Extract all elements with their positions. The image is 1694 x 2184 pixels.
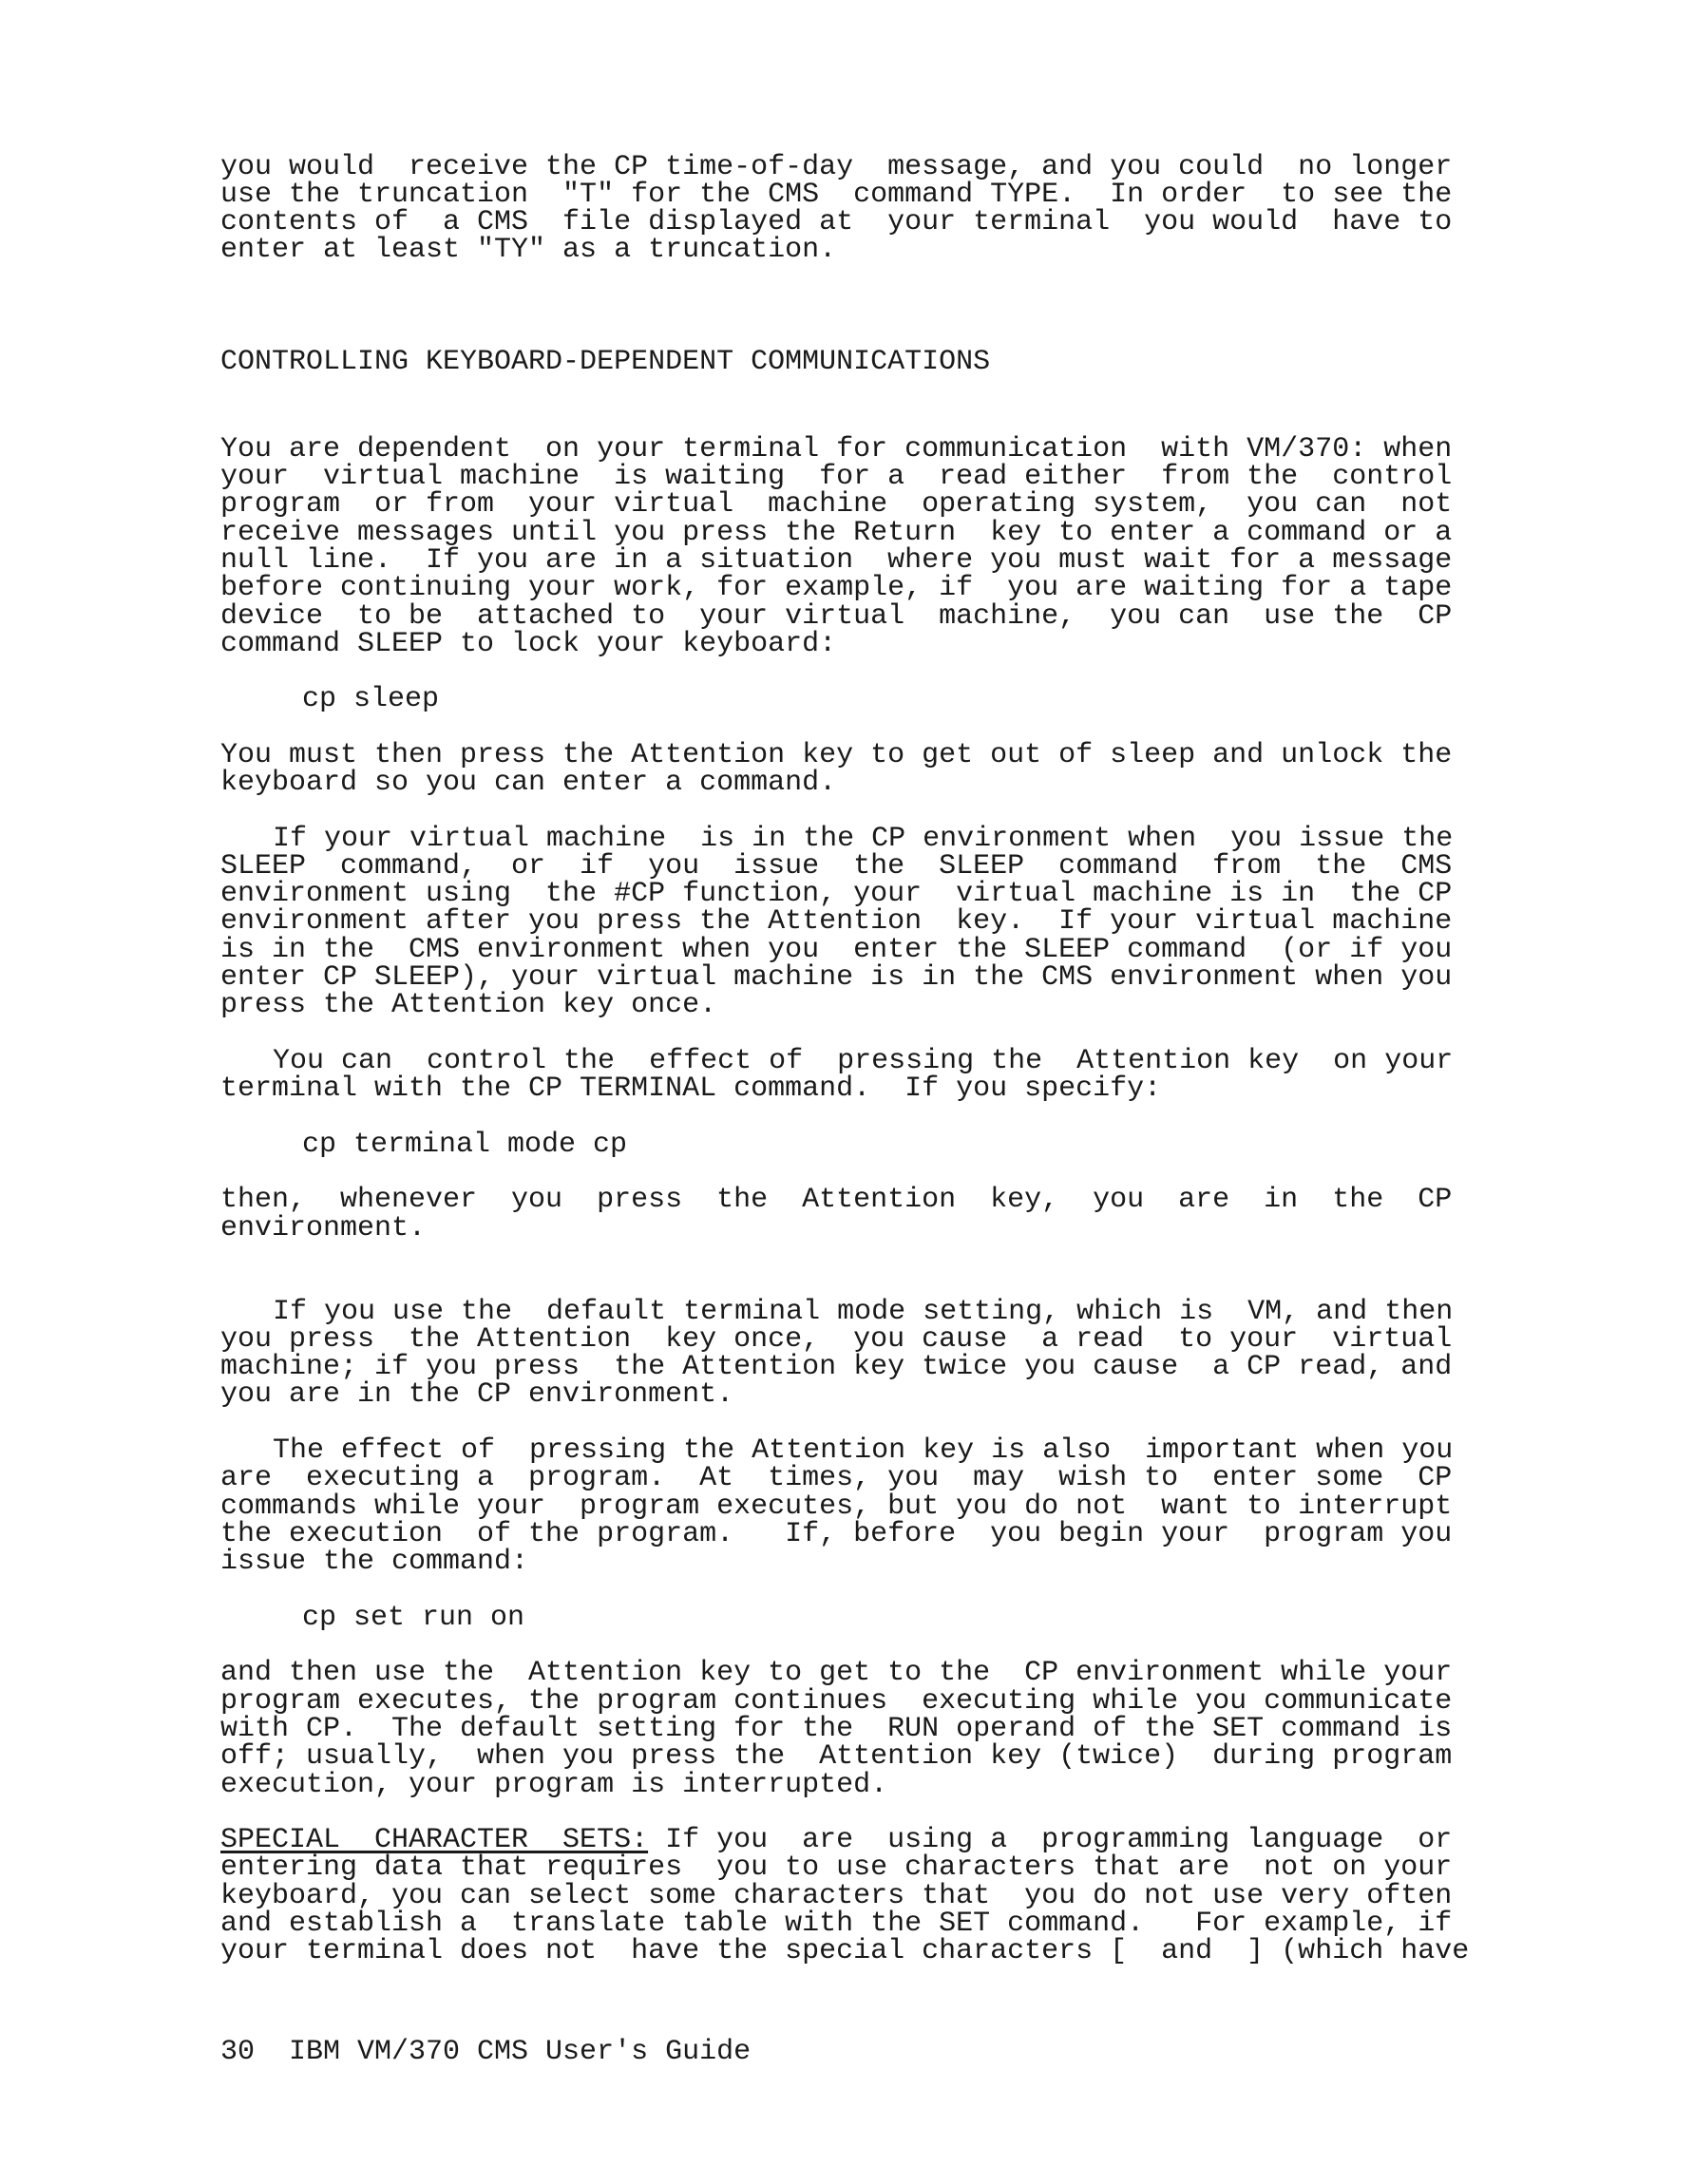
text-line: keyboard so you can enter a command. [220, 767, 837, 799]
text-line: is in the CMS environment when you enter the SLEEP command (or if you [220, 934, 1453, 966]
text-line: are executing a program. At times, you may wish to enter some CP [220, 1462, 1453, 1494]
text-line: receive messages until you press the Return key to enter a command or a [220, 517, 1453, 549]
code-example: cp terminal mode cp [302, 1129, 628, 1161]
page-footer: 30 IBM VM/370 CMS User's Guide [220, 2036, 752, 2068]
text-line: keyboard, you can select some characters that you do not use very often [220, 1880, 1453, 1912]
text-line [220, 1824, 1453, 1856]
text-line: issue the command: [220, 1546, 529, 1578]
text-line: program or from your virtual machine operating system, you can not [220, 488, 1453, 521]
text-line: environment. [220, 1212, 427, 1244]
text-line: before continuing your work, for example, if you are waiting for a tape [220, 572, 1453, 604]
code-example: cp sleep [302, 683, 440, 715]
text-line: your virtual machine is waiting for a read either from the control [220, 461, 1453, 493]
text-line: null line. If you are in a situation where you must wait for a message [220, 544, 1453, 577]
text-line: If your virtual machine is in the CP environment when you issue the [273, 823, 1454, 855]
text-line: commands while your program executes, but you do not want to interrupt [220, 1491, 1453, 1523]
text-line: enter at least "TY" as a truncation. [220, 234, 837, 266]
text-line: The effect of pressing the Attention key is also important when you [273, 1434, 1454, 1467]
text-line: contents of a CMS file displayed at your terminal you would have to [220, 206, 1453, 238]
section-heading: CONTROLLING KEYBOARD-DEPENDENT COMMUNICATIONS [220, 346, 991, 378]
text-line: If you use the default terminal mode setting, which is VM, and then [273, 1296, 1454, 1328]
text-line: then, whenever you press the Attention key, you are in the CP [220, 1184, 1453, 1216]
text-line: machine; if you press the Attention key twice you cause a CP read, and [220, 1351, 1453, 1383]
text-line: the execution of the program. If, before you begin your program you [220, 1518, 1453, 1550]
text-line: environment after you press the Attention key. If your virtual machine [220, 905, 1453, 938]
text-line: and establish a translate table with the SET command. For example, if [220, 1908, 1453, 1940]
text-line: device to be attached to your virtual machine, you can use the CP [220, 600, 1453, 633]
text-line: your terminal does not have the special characters [ and ] (which have [220, 1935, 1470, 1967]
special-character-sets-heading: SPECIAL CHARACTER SETS: [220, 1824, 649, 1856]
text-line: you are in the CP environment. [220, 1378, 734, 1411]
text-line: You can control the effect of pressing the Attention key on your [273, 1045, 1454, 1077]
text-line: you would receive the CP time-of-day message, and you could no longer [220, 151, 1453, 183]
text-line: environment using the #CP function, your virtual machine is in the CP [220, 878, 1453, 910]
text-line: command SLEEP to lock your keyboard: [220, 628, 837, 660]
text-line: use the truncation "T" for the CMS command TYPE. In order to see the [220, 179, 1453, 211]
text-line: enter CP SLEEP), your virtual machine is in the CMS environment when you [220, 961, 1453, 994]
text-line: you press the Attention key once, you cause a read to your virtual [220, 1323, 1453, 1356]
text-line: You must then press the Attention key to get out of sleep and unlock the [220, 739, 1453, 771]
text-line: press the Attention key once. [220, 989, 717, 1021]
text-line: program executes, the program continues executing while you communicate [220, 1685, 1453, 1718]
text-line: entering data that requires you to use characters that are not on your [220, 1852, 1453, 1884]
text-line: off; usually, when you press the Attention key (twice) during program [220, 1740, 1453, 1773]
text-line: with CP. The default setting for the RUN operand of the SET command is [220, 1713, 1453, 1745]
text-line: execution, your program is interrupted. [220, 1769, 888, 1801]
code-example: cp set run on [302, 1602, 525, 1634]
text-line: SLEEP command, or if you issue the SLEEP command from the CMS [220, 850, 1453, 883]
text-line: and then use the Attention key to get to the CP environment while your [220, 1657, 1453, 1689]
text-line: You are dependent on your terminal for communication with VM/370: when [220, 433, 1453, 465]
text-line: terminal with the CP TERMINAL command. If you specify: [220, 1073, 1162, 1105]
text-fragment: If you are using a programming language or [648, 1824, 1453, 1856]
